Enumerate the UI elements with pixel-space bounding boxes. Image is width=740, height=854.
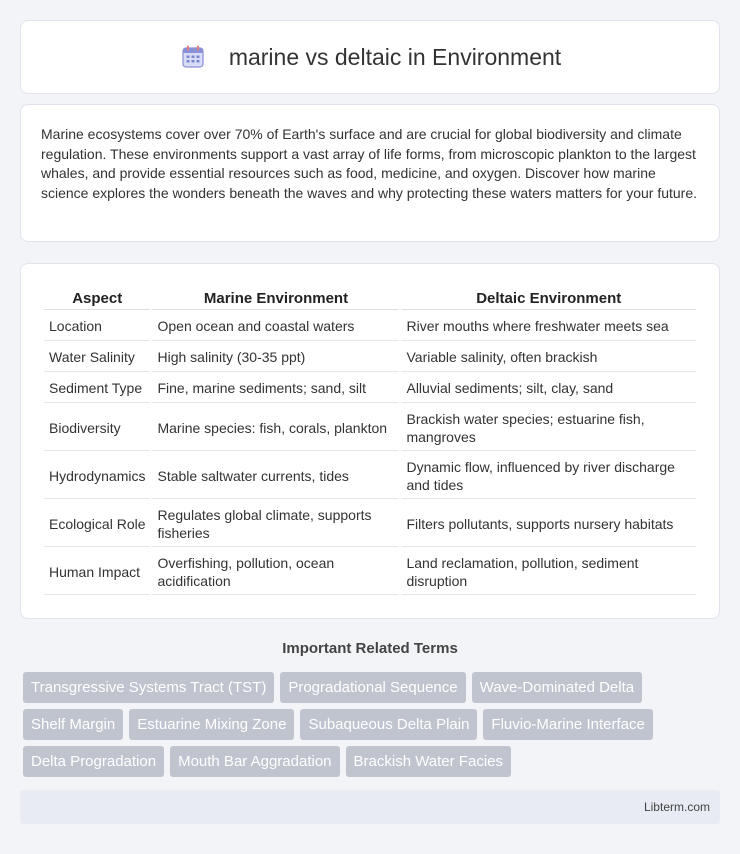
table-cell: Land reclamation, pollution, sediment disruption (401, 549, 696, 595)
table-header-row (44, 286, 696, 310)
table-cell: River mouths where freshwater meets sea (401, 312, 696, 341)
table-cell: Filters pollutants, supports nursery habitats (401, 501, 696, 547)
table-row (44, 405, 696, 451)
footer (20, 790, 720, 824)
title-card (20, 20, 720, 94)
term-tag[interactable]: Estuarine Mixing Zone (129, 709, 294, 740)
table-row (44, 312, 696, 341)
table-cell: Overfishing, pollution, ocean acidification (152, 549, 399, 595)
column-header-marine: Marine Environment (152, 286, 399, 310)
term-tag[interactable]: Brackish Water Facies (346, 746, 511, 777)
table-cell: Regulates global climate, supports fisheries (152, 501, 399, 547)
table-cell: Hydrodynamics (44, 453, 150, 499)
related-terms-heading: Important Related Terms (282, 640, 458, 657)
table-cell: Ecological Role (44, 501, 150, 547)
table-cell: Marine species: fish, corals, plankton (152, 405, 399, 451)
column-header-aspect: Aspect (44, 286, 150, 310)
term-tag[interactable]: Delta Progradation (23, 746, 164, 777)
table-cell: High salinity (30-35 ppt) (152, 343, 399, 372)
term-tag[interactable]: Mouth Bar Aggradation (170, 746, 339, 777)
footer-site-link[interactable]: Libterm.com (643, 800, 710, 814)
page-title: marine vs deltaic in Environment (228, 43, 562, 70)
table-row (44, 501, 696, 547)
term-tag[interactable]: Shelf Margin (23, 709, 123, 740)
table-cell: Open ocean and coastal waters (152, 312, 399, 341)
table-row (44, 453, 696, 499)
term-tag[interactable]: Subaqueous Delta Plain (300, 709, 477, 740)
term-tag[interactable]: Wave-Dominated Delta (472, 672, 643, 703)
table-cell: Alluvial sediments; silt, clay, sand (401, 374, 696, 403)
table-row (44, 549, 696, 595)
table-cell: Brackish water species; estuarine fish, mangroves (401, 405, 696, 451)
calendar-icon (179, 43, 207, 71)
table-row (44, 374, 696, 403)
term-tag[interactable]: Transgressive Systems Tract (TST) (23, 672, 274, 703)
intro-card (20, 104, 720, 242)
comparison-table-card (20, 263, 720, 619)
comparison-table (42, 284, 698, 597)
term-tag[interactable]: Progradational Sequence (280, 672, 465, 703)
table-cell: Location (44, 312, 150, 341)
table-row (44, 343, 696, 372)
table-cell: Variable salinity, often brackish (401, 343, 696, 372)
table-cell: Water Salinity (44, 343, 150, 372)
table-cell: Biodiversity (44, 405, 150, 451)
table-cell: Fine, marine sediments; sand, silt (152, 374, 399, 403)
table-cell: Human Impact (44, 549, 150, 595)
column-header-deltaic: Deltaic Environment (401, 286, 696, 310)
table-cell: Sediment Type (44, 374, 150, 403)
table-cell: Dynamic flow, influenced by river discharge and tides (401, 453, 696, 499)
intro-paragraph: Marine ecosystems cover over 70% of Earth's surface and are crucial for global biodiversity and climate regulation. These environments support a vast array of life forms, from microscopic plankton to the largest whales, and provide essential resources such as food, medicine, and oxygen. Discover how marine science explores the wonders beneath the waves and why protecting these waters matters for your future. (41, 126, 698, 201)
table-cell: Stable saltwater currents, tides (152, 453, 399, 499)
term-tag[interactable]: Fluvio-Marine Interface (483, 709, 652, 740)
related-terms-list (23, 672, 723, 783)
